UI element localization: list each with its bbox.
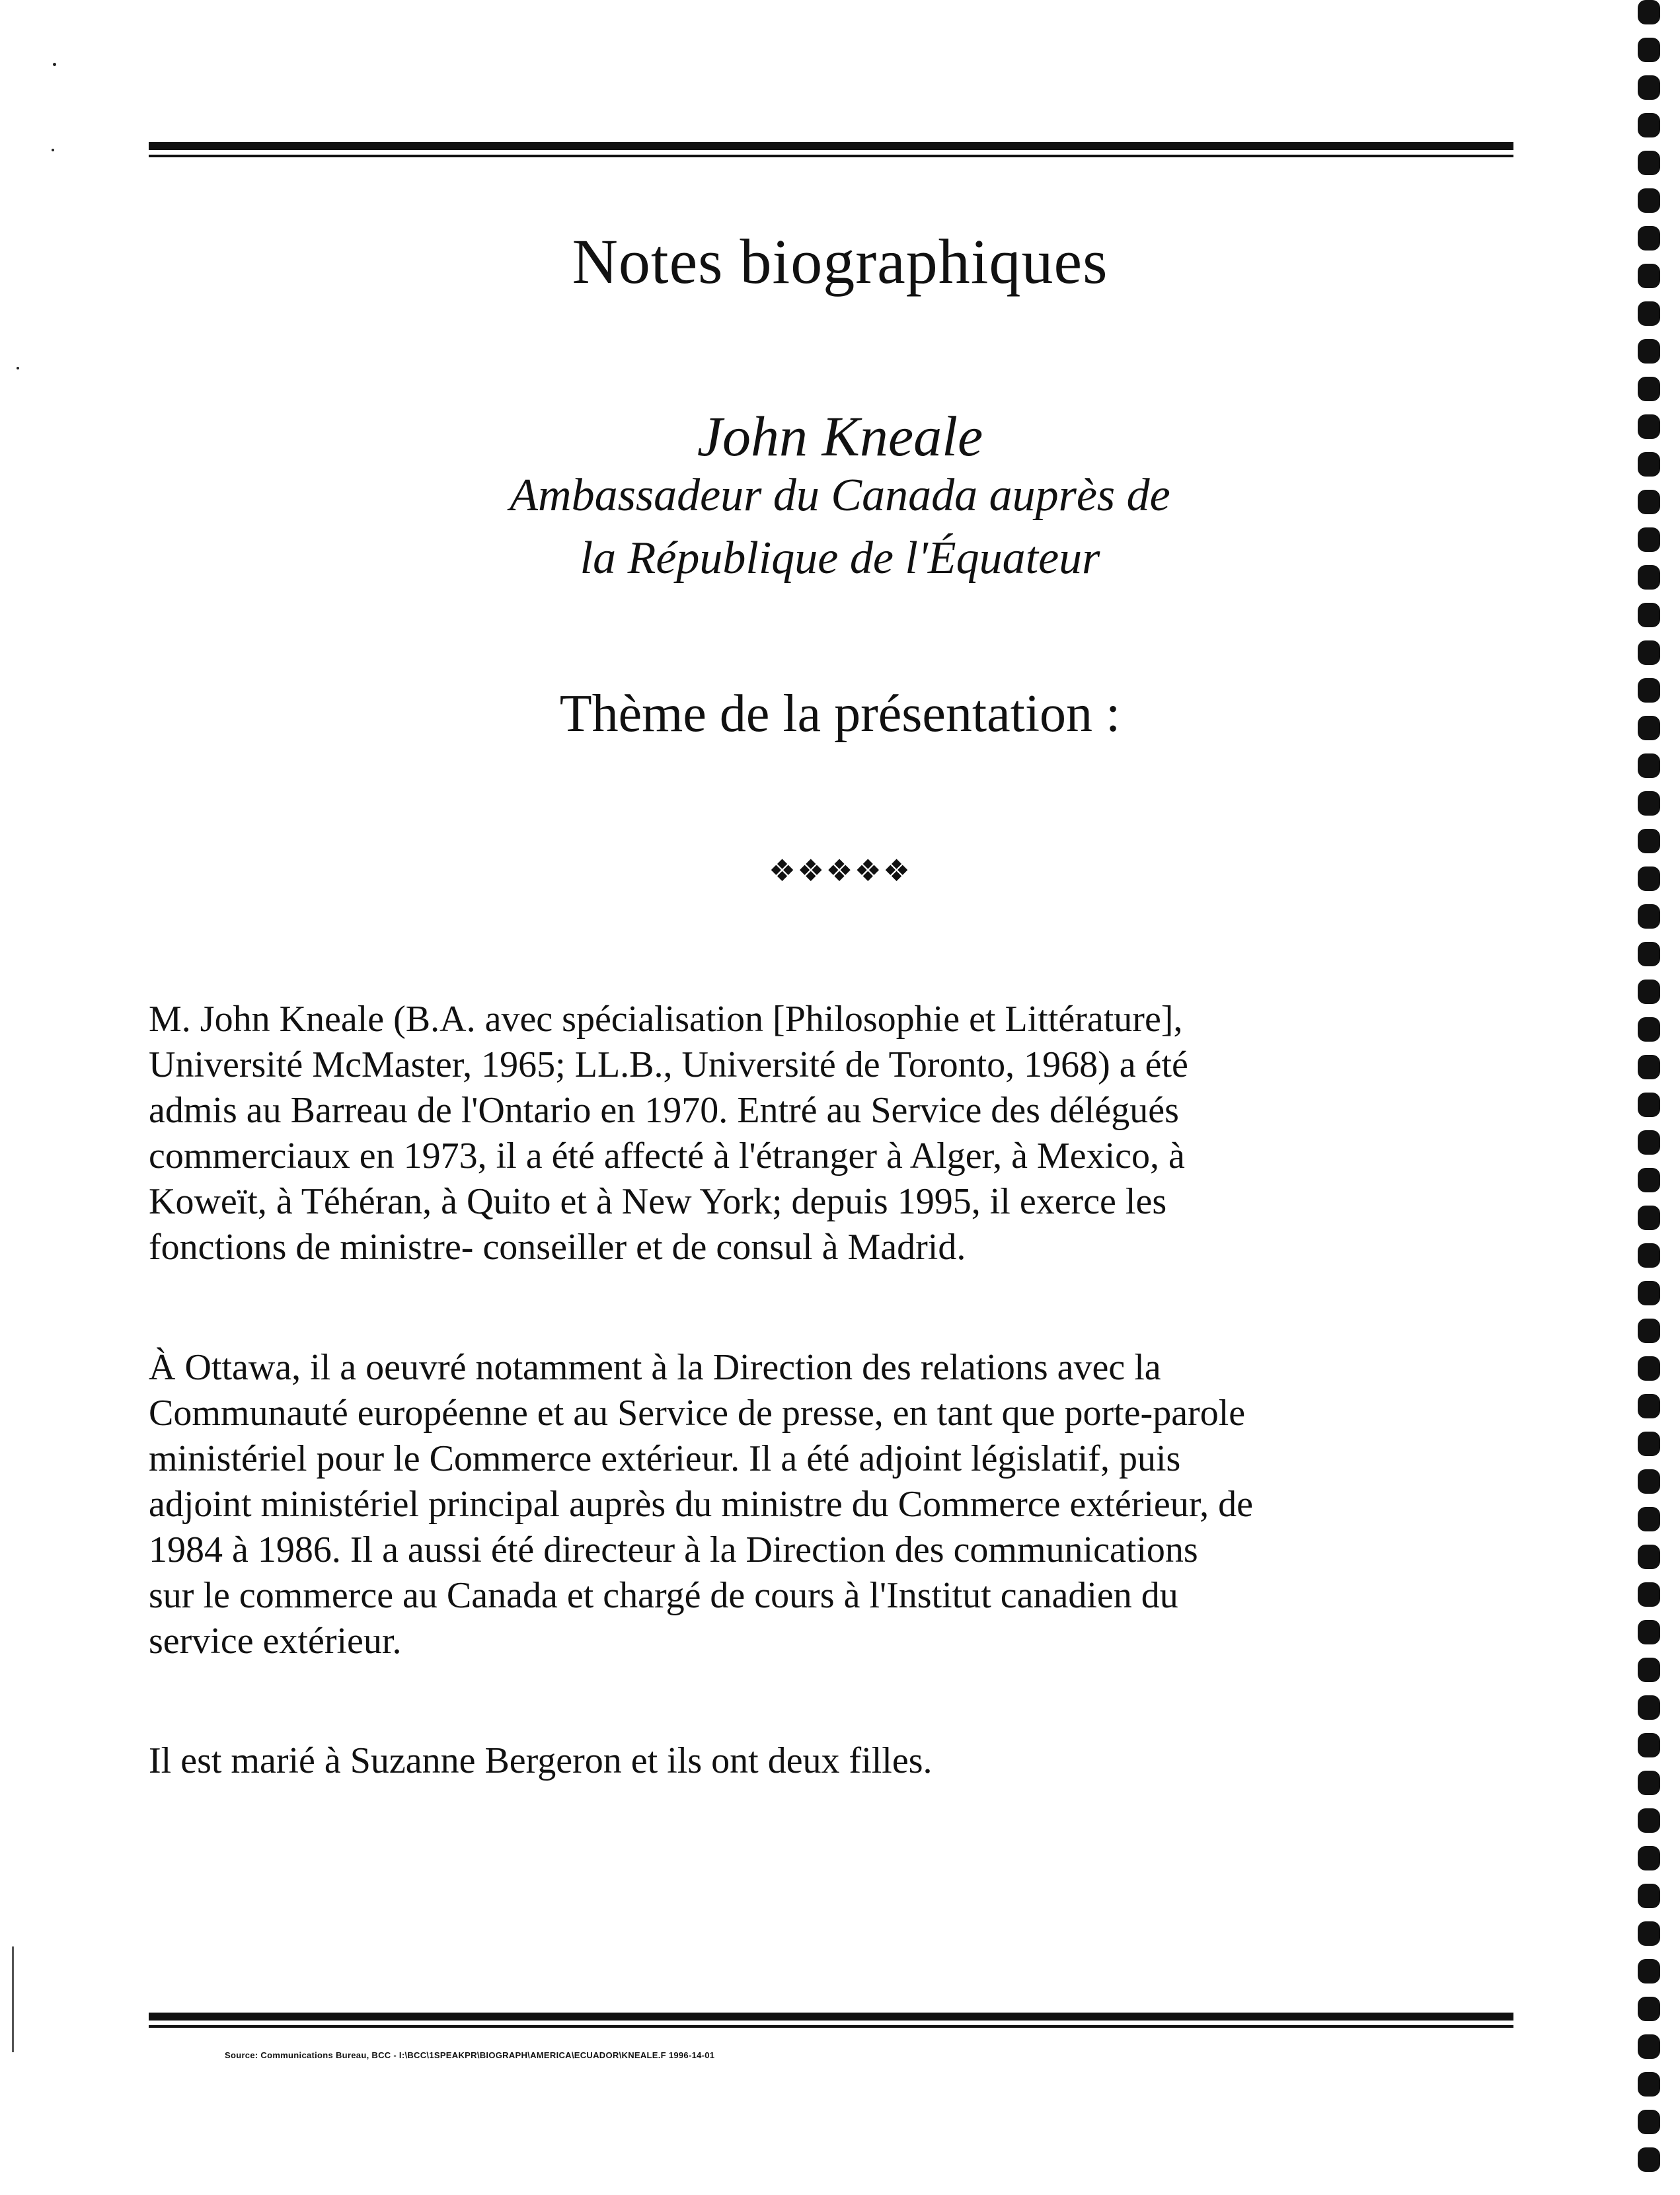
binding-hole <box>1638 1168 1660 1192</box>
binding-hole <box>1638 1507 1660 1531</box>
binding-hole <box>1638 151 1660 175</box>
binding-hole <box>1638 2034 1660 2059</box>
paragraph-family <box>149 1738 1523 1784</box>
role-line-2: la République de l'Équateur <box>580 533 1100 584</box>
role-line-1: Ambassadeur du Canada auprès de <box>510 470 1170 521</box>
binding-hole <box>1638 2110 1660 2134</box>
scan-speck <box>17 367 19 369</box>
binding-hole <box>1638 678 1660 703</box>
binding-hole <box>1638 1658 1660 1682</box>
binding-hole <box>1638 1093 1660 1117</box>
binding-hole <box>1638 1545 1660 1569</box>
binding-hole <box>1638 753 1660 778</box>
binding-hole <box>1638 38 1660 62</box>
binding-hole <box>1638 1846 1660 1870</box>
binding-hole <box>1638 1620 1660 1644</box>
binding-hole <box>1638 1356 1660 1381</box>
binding-hole <box>1638 527 1660 552</box>
source-footer: Source: Communications Bureau, BCC - I:\BCC\1SPEAKPR\BIOGRAPH\AMERICA\ECUADOR\KNEALE.F 1996-14-01 <box>225 2050 715 2060</box>
top-rule <box>149 142 1513 157</box>
paragraph-line: service extérieur. <box>149 1621 402 1662</box>
binding-hole <box>1638 603 1660 627</box>
binding-hole <box>1638 716 1660 740</box>
binding-hole <box>1638 1206 1660 1230</box>
binding-hole <box>1638 1281 1660 1305</box>
paragraph-line: commerciaux en 1973, il a été affecté à l'étranger à Alger, à Mexico, à <box>149 1136 1185 1176</box>
person-name: John Kneale <box>697 404 983 468</box>
paragraph-line: M. John Kneale (B.A. avec spécialisation [Philosophie et Littérature], <box>149 999 1183 1040</box>
paragraph-line: adjoint ministériel principal auprès du ministre du Commerce extérieur, de <box>149 1484 1254 1525</box>
binding-hole <box>1638 1017 1660 1042</box>
bottom-rule <box>149 2013 1513 2028</box>
binding-hole <box>1638 1469 1660 1494</box>
paragraph-line: Communauté européenne et au Service de presse, en tant que porte-parole <box>149 1393 1246 1434</box>
binding-hole <box>1638 2072 1660 2097</box>
paragraph-ottawa <box>149 1345 1523 1664</box>
binding-hole <box>1638 1243 1660 1268</box>
binding-hole <box>1638 1997 1660 2021</box>
binding-hole <box>1638 1884 1660 1908</box>
binding-hole <box>1638 640 1660 665</box>
binding-hole <box>1638 1921 1660 1946</box>
binding-hole <box>1638 377 1660 401</box>
binding-hole <box>1638 1808 1660 1833</box>
binding-hole <box>1638 1733 1660 1757</box>
binding-hole <box>1638 414 1660 439</box>
binding-hole <box>1638 113 1660 137</box>
binding-hole <box>1638 490 1660 514</box>
binding-hole <box>1638 904 1660 929</box>
binding-hole <box>1638 791 1660 816</box>
binding-hole <box>1638 1582 1660 1607</box>
binding-hole <box>1638 75 1660 100</box>
binding-hole <box>1638 829 1660 853</box>
paragraph-career <box>149 997 1523 1270</box>
binding-hole <box>1638 226 1660 250</box>
scan-edge-line <box>12 1946 14 2052</box>
binding-hole <box>1638 565 1660 590</box>
paragraph-line: Il est marié à Suzanne Bergeron et ils ont deux filles. <box>149 1740 933 1781</box>
paragraph-line: admis au Barreau de l'Ontario en 1970. Entré au Service des délégués <box>149 1090 1179 1131</box>
binding-hole <box>1638 0 1660 24</box>
page-title: Notes biographiques <box>572 226 1108 297</box>
scan-speck <box>53 63 56 66</box>
paragraph-line: À Ottawa, il a oeuvré notamment à la Direction des relations avec la <box>149 1347 1161 1388</box>
binding-hole <box>1638 1432 1660 1456</box>
binding-hole <box>1638 1394 1660 1418</box>
binding-hole <box>1638 301 1660 326</box>
binding-hole <box>1638 980 1660 1004</box>
binding-hole <box>1638 1959 1660 1983</box>
presentation-theme: Thème de la présentation : <box>559 685 1121 743</box>
binding-hole <box>1638 1055 1660 1079</box>
binding-hole <box>1638 339 1660 364</box>
binding-hole <box>1638 942 1660 966</box>
binding-hole <box>1638 452 1660 477</box>
binding-hole <box>1638 2147 1660 2172</box>
binding-hole <box>1638 866 1660 891</box>
paragraph-line: ministériel pour le Commerce extérieur. Il a été adjoint législatif, puis <box>149 1438 1181 1479</box>
paragraph-line: fonctions de ministre- conseiller et de consul à Madrid. <box>149 1227 966 1268</box>
binding-hole <box>1638 188 1660 213</box>
ornament-divider: ❖❖❖❖❖ <box>768 853 912 888</box>
spiral-binding-holes <box>1638 0 1661 2195</box>
binding-hole <box>1638 1771 1660 1795</box>
binding-hole <box>1638 1319 1660 1343</box>
binding-hole <box>1638 264 1660 288</box>
scan-speck <box>52 149 54 151</box>
paragraph-line: Koweït, à Téhéran, à Quito et à New York; depuis 1995, il exerce les <box>149 1181 1167 1222</box>
paragraph-line: Université McMaster, 1965; LL.B., Université de Toronto, 1968) a été <box>149 1044 1188 1085</box>
binding-hole <box>1638 1130 1660 1155</box>
binding-hole <box>1638 1695 1660 1720</box>
paragraph-line: sur le commerce au Canada et chargé de cours à l'Institut canadien du <box>149 1575 1178 1616</box>
paragraph-line: 1984 à 1986. Il a aussi été directeur à la Direction des communications <box>149 1529 1198 1570</box>
